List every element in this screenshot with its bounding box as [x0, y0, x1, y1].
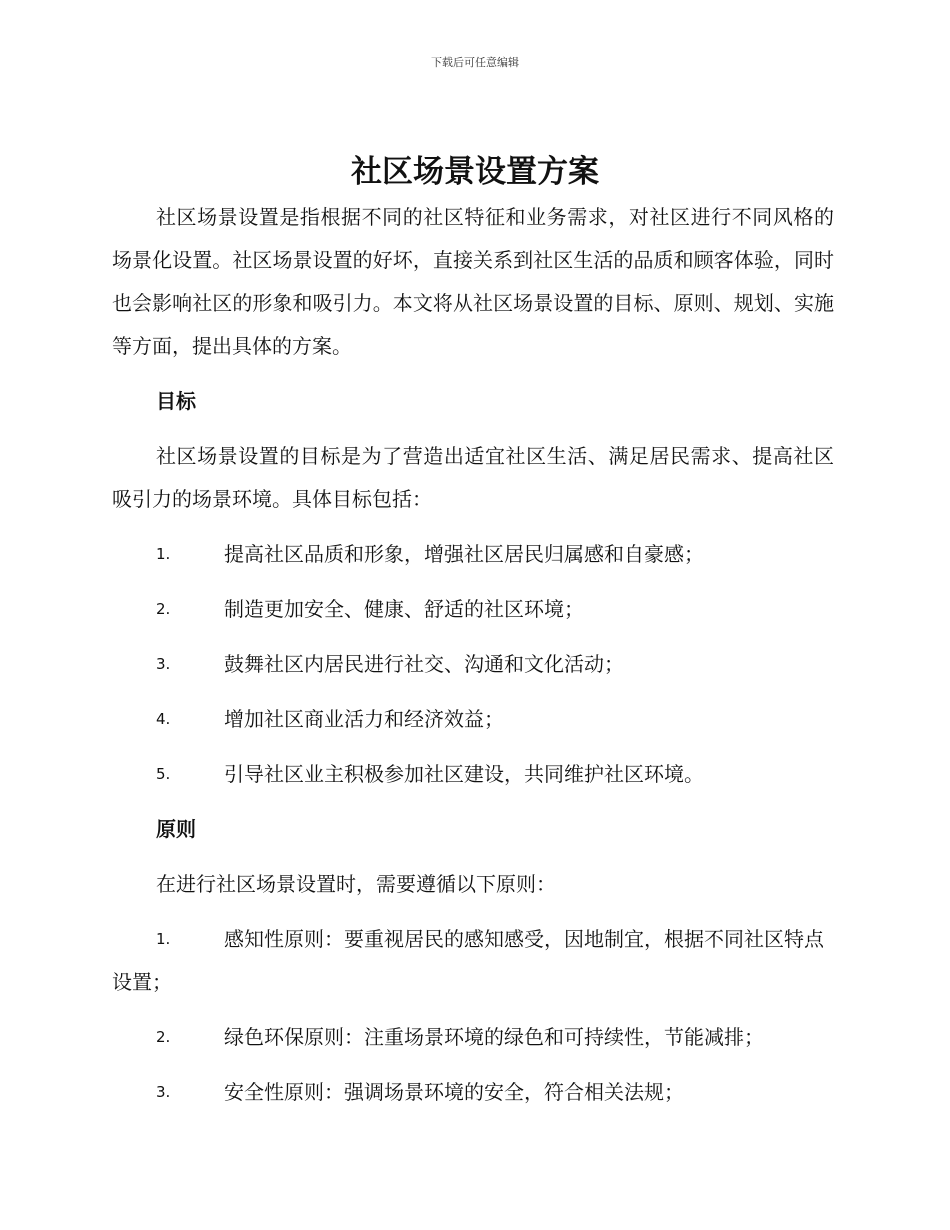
list-number: 2. — [156, 600, 171, 618]
goals-list-item — [112, 533, 834, 576]
list-text: 增加社区商业活力和经济效益； — [224, 707, 504, 731]
principles-list-item — [112, 918, 834, 1004]
list-number: 4. — [156, 710, 171, 728]
list-number: 3. — [156, 655, 171, 673]
list-number: 3. — [156, 1083, 171, 1101]
list-text: 鼓舞社区内居民进行社交、沟通和文化活动； — [224, 652, 624, 676]
list-number: 1. — [156, 930, 171, 948]
list-text: 引导社区业主积极参加社区建设，共同维护社区环境。 — [224, 762, 704, 786]
principles-lead-paragraph: 在进行社区场景设置时，需要遵循以下原则： — [156, 872, 556, 896]
document-title: 社区场景设置方案 — [351, 154, 599, 190]
goals-list-item — [112, 588, 834, 631]
principles-list-item — [112, 1071, 834, 1114]
list-text: 制造更加安全、健康、舒适的社区环境； — [224, 597, 584, 621]
list-text: 绿色环保原则：注重场景环境的绿色和可持续性，节能减排； — [224, 1025, 764, 1049]
goals-list-item — [112, 698, 834, 741]
section-heading-goals: 目标 — [156, 389, 196, 413]
page-header-note: 下载后可任意编辑 — [431, 56, 519, 69]
document-body — [112, 196, 834, 1126]
goals-list-item — [112, 753, 834, 796]
goals-list-item — [112, 643, 834, 686]
goals-lead-paragraph: 社区场景设置的目标是为了营造出适宜社区生活、满足居民需求、提高社区吸引力的场景环境。具体目标包括： — [112, 444, 834, 511]
principles-list-item — [112, 1016, 834, 1059]
list-number: 5. — [156, 765, 171, 783]
list-number: 2. — [156, 1028, 171, 1046]
list-text: 感知性原则：要重视居民的感知感受，因地制宜，根据不同社区特点设置； — [112, 927, 824, 994]
section-heading-principles: 原则 — [156, 817, 196, 841]
list-text: 安全性原则：强调场景环境的安全，符合相关法规； — [224, 1080, 684, 1104]
list-text: 提高社区品质和形象，增强社区居民归属感和自豪感； — [224, 542, 704, 566]
list-number: 1. — [156, 545, 171, 563]
intro-paragraph: 社区场景设置是指根据不同的社区特征和业务需求，对社区进行不同风格的场景化设置。社区场景设置的好坏，直接关系到社区生活的品质和顾客体验，同时也会影响社区的形象和吸引力。本文将从社区场景设置的目标、原则、规划、实施等方面，提出具体的方案。 — [112, 205, 834, 358]
